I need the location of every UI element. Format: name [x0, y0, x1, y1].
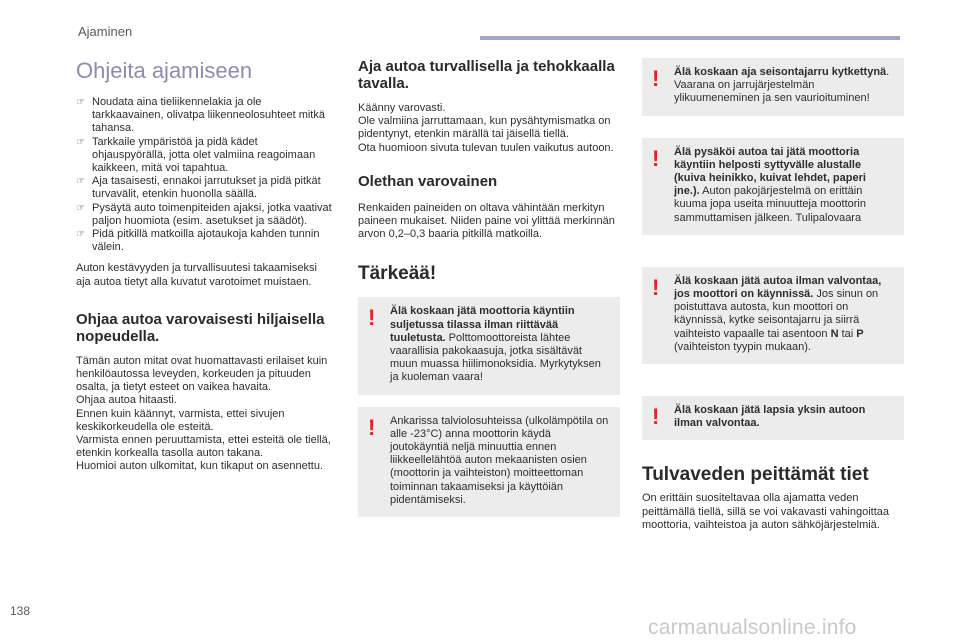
- warning-box-unattended: ! Älä koskaan jätä autoa ilman valvontaa, jos moottori on käynnissä. Jos sinun on poistuttava autosta, kun moottori on käynnissä, kytke seisontajarru ja siirrä vaihteisto vapaalle tai asentoon N tai P (vaihteiston tyypin mukaan).: [642, 267, 904, 364]
- warning-icon: !: [368, 414, 376, 440]
- arrow-bullet-icon: ☞: [76, 176, 85, 188]
- warning-icon: !: [652, 404, 660, 430]
- column-right: [642, 58, 904, 532]
- list-item: ☞ Pysäytä auto toimenpiteiden ajaksi, jotka vaativat paljon huomiota (esim. asetukset ja säädöt).: [76, 201, 332, 227]
- warning-box-winter: ! Ankarissa talviolosuhteissa (ulkolämpötila on alle -23°C) anna moottorin käydä joutokäyntiä neljä minuuttia ennen liikkeellelähtöä auton mekaanisten osien (moottorin ja vaihteiston) moitteettoman toiminnan takaamiseksi ja käyttöiän pidentämiseksi.: [358, 407, 620, 517]
- flooded-roads-paragraph: On erittäin suositeltavaa olla ajamatta veden peittämällä tiellä, sillä se voi vakavasti vahingoittaa moottoria, vaihteistoa ja auton sähköjärjestelmiä.: [642, 492, 890, 531]
- section-header: Ajaminen: [78, 24, 133, 39]
- column-middle: [358, 58, 620, 517]
- arrow-bullet-icon: ☞: [76, 97, 85, 108]
- warning-box-children: ! Älä koskaan jätä lapsia yksin autoon ilman valvontaa.: [642, 396, 904, 440]
- section-heading-slow-driving: Ohjaa autoa varovaisesti hiljaisella nopeudella.: [76, 310, 325, 345]
- list-item: ☞ Pidä pitkillä matkoilla ajotaukoja kahden tunnin välein.: [76, 228, 320, 254]
- header-divider: [480, 36, 900, 40]
- warning-box-flammable: ! Älä pysäköi autoa tai jätä moottoria käyntiin helposti syttyvälle alustalle (kuiva heinikko, kuivat lehdet, paperi jne.). Auton pakojärjestelmä on erittäin kuuma jopa useita minuutteja moottorin sammuttamisen jälkeen. Tulipalovaara: [642, 138, 904, 235]
- section-heading-important: Tärkeää!: [358, 263, 437, 285]
- list-item: ☞ Tarkkaile ympäristöä ja pidä kädet ohjauspyörällä, jotta olet valmiina reagoimaan kaikkeen, mitä voi tapahtua.: [76, 135, 316, 175]
- driving-tips-list: [76, 96, 334, 254]
- warning-icon: !: [368, 305, 376, 331]
- warning-box-ventilation: ! Älä koskaan jätä moottoria käyntiin suljetussa tilassa ilman riittävää tuuletusta. Polttomoottoreista lähtee vaarallisia pakokaasuja, jotka sisältävät muun muassa hiilimonoksidia. Myrkytyksen ja kuoleman vaara!: [358, 297, 620, 394]
- section-heading-safe-driving: Aja autoa turvallisella ja tehokkaalla tavalla.: [358, 58, 615, 92]
- arrow-bullet-icon: ☞: [76, 229, 85, 241]
- intro-paragraph: Auton kestävyyden ja turvallisuutesi takaamiseksi aja autoa tietyt alla kuvatut varotoimet muistaen.: [76, 262, 317, 288]
- list-item: ☞ Aja tasaisesti, ennakoi jarrutukset ja pidä pitkät turvavälit, etenkin huonolla säällä.: [76, 175, 321, 201]
- warning-icon: !: [652, 66, 660, 91]
- safe-driving-paragraph: Käänny varovasti. Ole valmiina jarruttamaan, kun pysähtymismatka on pidentynyt, etenkin märällä tai jäisellä tiellä. Ota huomioon sivuta tulevan tuulen vaikutus autoon.: [358, 102, 614, 154]
- list-item: ☞ Noudata aina tieliikennelakia ja ole tarkkaavainen, olivatpa liikenneolosuhteet mitkä tahansa.: [76, 96, 325, 135]
- section-heading-flooded-roads: Tulvaveden peittämät tiet: [642, 464, 869, 486]
- tyre-pressure-paragraph: Renkaiden paineiden on oltava vähintään merkityn paineen mukaiset. Niiden paine voi ylittää merkinnän arvon 0,2–0,3 baaria pitkillä matkoilla.: [358, 201, 615, 241]
- column-left: [76, 58, 334, 474]
- arrow-bullet-icon: ☞: [76, 136, 85, 148]
- watermark: carmanualsonline.info: [648, 616, 857, 639]
- warning-box-parking-brake: ! Älä koskaan aja seisontajarru kytkettynä. Vaarana on jarrujärjestelmän ylikuumeneminen ja sen vaurioituminen!: [642, 58, 904, 116]
- section-heading-careful: Olethan varovainen: [358, 172, 498, 190]
- arrow-bullet-icon: ☞: [76, 202, 85, 214]
- slow-driving-paragraph: Tämän auton mitat ovat huomattavasti erilaiset kuin henkilöautossa leveyden, korkeuden ja pituuden osalta, ja tietyt esteet on vaikea havaita. Ohjaa autoa hitaasti. Ennen kuin käännyt, varmista, ettei sivujen keskikorkeudella ole esteitä. Varmista ennen peruuttamista, ettei esteitä ole tiellä, etenkin korkealla tasolla auton takana. Huomioi auton ulkomitat, kun tikaput on asennettu.: [76, 354, 331, 473]
- page-number: 138: [10, 604, 31, 618]
- page-title: Ohjeita ajamiseen: [76, 58, 253, 83]
- warning-icon: !: [652, 145, 660, 171]
- warning-icon: !: [652, 274, 660, 300]
